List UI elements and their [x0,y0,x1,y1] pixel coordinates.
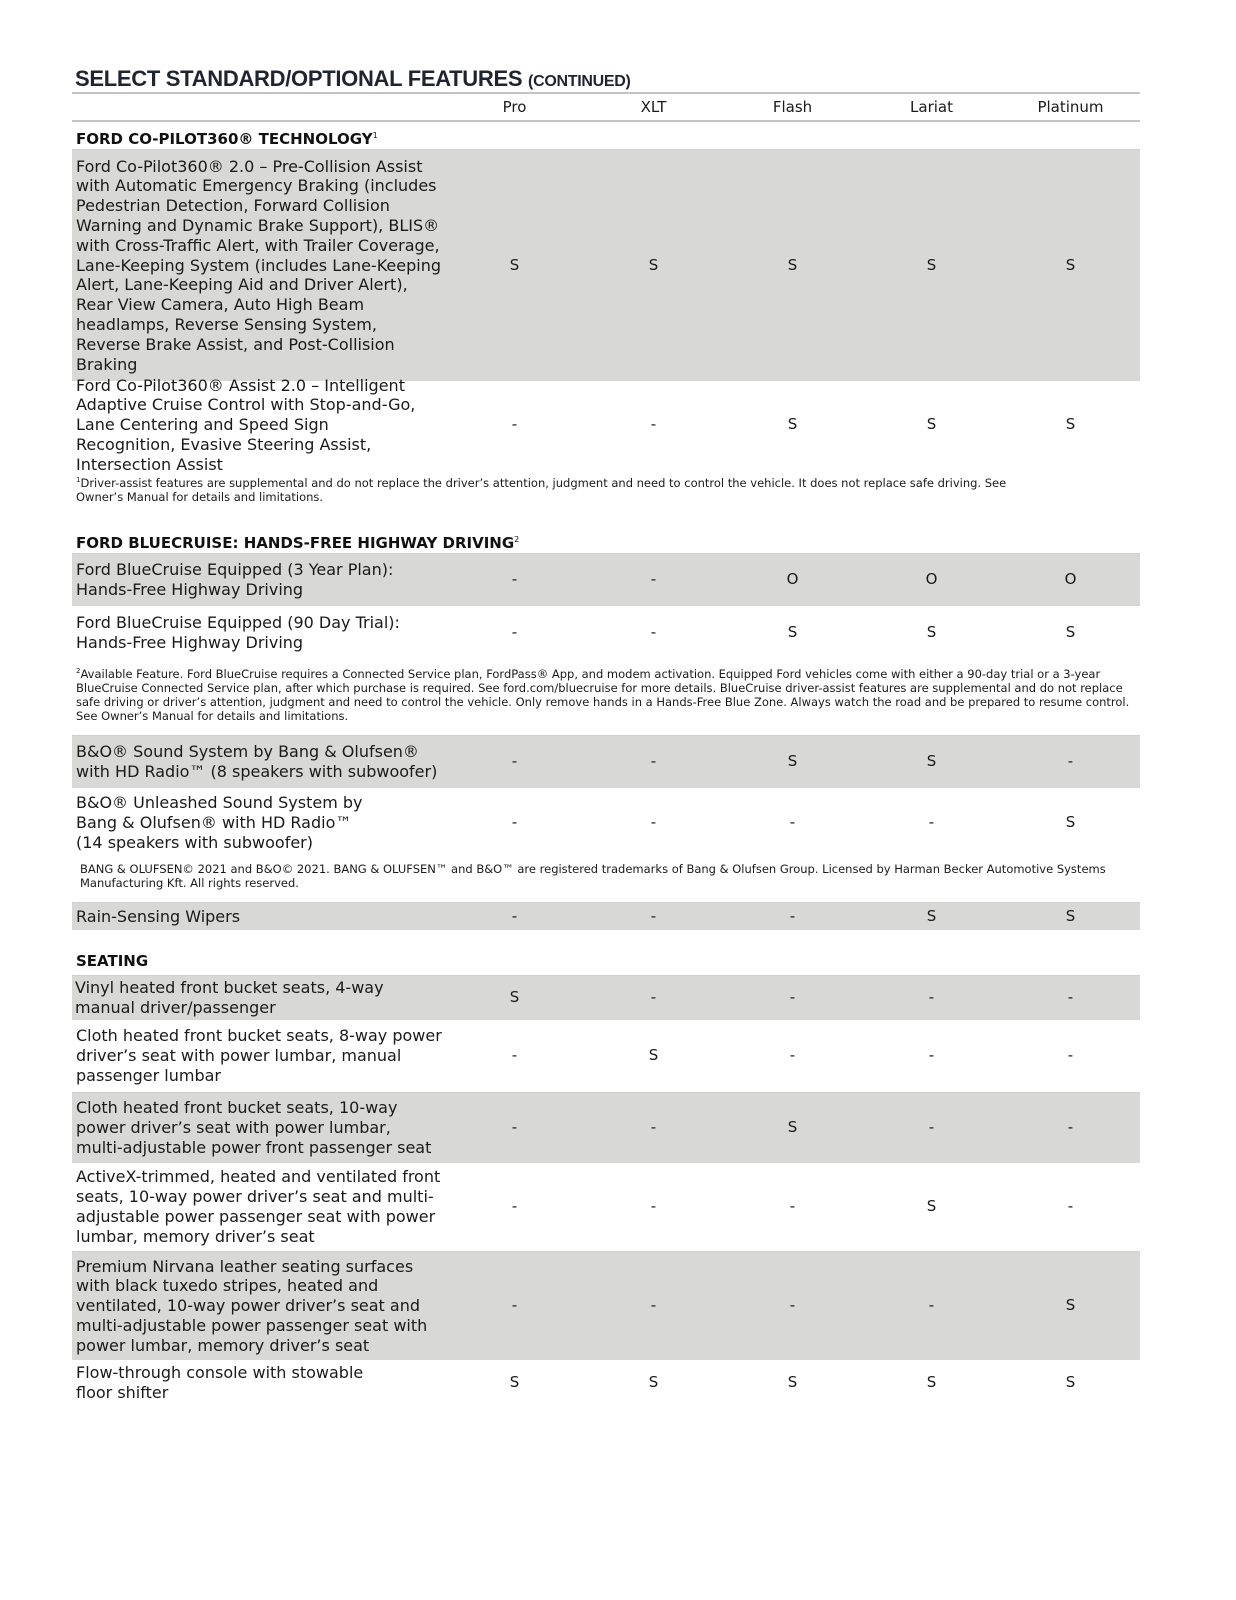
value-pro: S [509,255,520,274]
column-header-platinum: Platinum [1037,98,1104,116]
feature-text: Ford BlueCruise Equipped (90 Day Trial): Hands-Free Highway Driving [76,613,400,652]
feature-text: Vinyl heated front bucket seats, 4-way manual driver/passenger [75,978,384,1017]
value-lariat: O [925,570,938,589]
value-platinum: S [1065,813,1076,832]
column-header-flash: Flash [772,98,813,116]
table-row [72,553,1140,606]
feature-name [72,1359,445,1407]
feature-text: B&O® Sound System by Bang & Olufsen® with HD Radio™ (8 speakers with subwoofer) [76,742,438,781]
table-row [72,1360,1140,1406]
feature-text: Flow-through console with stowable floor shifter [76,1363,364,1402]
feature-text: Cloth heated front bucket seats, 10-way power driver’s seat with power lumbar, multi-adjustable power front passenger seat [76,1098,432,1157]
value-pro: - [511,813,518,832]
value-flash: - [789,1197,796,1216]
value-pro: - [511,1118,518,1137]
value-flash: S [787,415,798,434]
value-lariat: S [926,255,937,274]
value-flash: - [789,1296,796,1315]
value-xlt: - [650,1197,657,1216]
value-flash: S [787,1118,798,1137]
value-lariat: S [926,623,937,642]
table-row [72,902,1140,930]
footnote-text: Available Feature. Ford BlueCruise requires a Connected Service plan, FordPass® App, and modem activation. Equipped Ford vehicles come with either a 90-day trial or a 3-year BlueCruise Connected Service plan, after which purchase is required. See ford.com/bluecruise for more details. BlueCruise driver-assist features are supplemental and do not replace safe driving or driver’s attention, judgment and need to control the vehicle. Only remove hands in a Hands-Free Blue Zone. Always watch the road and be prepared to resume control. See Owner’s Manual for details and limitations. [76,667,1130,723]
value-xlt: - [650,415,657,434]
feature-name [72,372,445,479]
value-platinum: - [1067,988,1074,1007]
value-flash: O [786,570,799,589]
footnote-1 [72,469,1016,504]
section-heading-seating [72,948,1140,975]
value-pro: S [509,1373,520,1392]
page-title-continued: (CONTINUED) [528,73,631,90]
section-heading-text: SEATING [76,952,149,970]
page-title [72,66,1140,94]
value-pro: S [509,988,520,1007]
table-row [72,975,1140,1020]
value-flash: - [789,813,796,832]
value-lariat: - [928,1296,935,1315]
footnote-marker: 1 [76,476,81,484]
feature-page [72,66,1140,1406]
value-lariat: - [928,988,935,1007]
value-platinum: - [1067,1046,1074,1065]
value-platinum: - [1067,1197,1074,1216]
table-row [72,1251,1140,1360]
value-xlt: - [650,1296,657,1315]
value-flash: - [789,988,796,1007]
value-xlt: - [650,988,657,1007]
feature-name [72,1022,445,1089]
feature-name [72,556,445,604]
table-row [72,1092,1140,1163]
value-lariat: S [926,415,937,434]
value-xlt: S [648,1373,659,1392]
value-xlt: - [650,1118,657,1137]
feature-name [72,1163,445,1250]
value-platinum: - [1067,752,1074,771]
value-xlt: S [648,1046,659,1065]
value-lariat: - [928,1046,935,1065]
value-pro: - [511,1296,518,1315]
footnote-text: BANG & OLUFSEN© 2021 and B&O© 2021. BANG & OLUFSEN™ and B&O™ are registered trademarks of Bang & Olufsen Group. Licensed by Harman Becker Automotive Systems Manufacturing Kft. All rights reserved. [80,862,1106,890]
footnote-marker: 2 [76,667,81,675]
column-header-lariat: Lariat [910,98,953,116]
value-lariat: S [926,1197,937,1216]
value-flash: - [789,1046,796,1065]
column-header-pro: Pro [502,98,527,116]
value-platinum: S [1065,906,1076,925]
value-platinum: S [1065,255,1076,274]
value-platinum: O [1064,570,1077,589]
feature-text: ActiveX-trimmed, heated and ventilated front seats, 10-way power driver’s seat and multi-adjustable power passenger seat with power lumbar, memory driver’s seat [76,1167,441,1246]
value-pro: - [511,1197,518,1216]
footnote-marker: 2 [514,535,520,544]
value-xlt: - [650,570,657,589]
feature-text: Cloth heated front bucket seats, 8-way power driver’s seat with power lumbar, manual passenger lumbar [76,1026,442,1085]
feature-name [72,903,445,931]
table-row [72,375,1140,474]
feature-text: B&O® Unleashed Sound System by Bang & Olufsen® with HD Radio™ (14 speakers with subwoofer) [76,793,363,852]
value-pro: - [511,906,518,925]
table-row [72,788,1140,858]
value-platinum: S [1065,623,1076,642]
value-lariat: - [928,813,935,832]
feature-name [72,1094,445,1161]
feature-text: Ford Co-Pilot360® Assist 2.0 – Intelligent Adaptive Cruise Control with Stop-and-Go, Lane Centering and Speed Sign Recognition, Evasive Steering Assist, Intersection Assist [76,375,416,474]
value-lariat: S [926,752,937,771]
footnote-2 [72,660,1136,723]
table-row [72,606,1140,660]
value-flash: S [787,1373,798,1392]
table-row [72,149,1140,381]
table-header [72,94,1140,122]
column-header-xlt: XLT [640,98,667,116]
value-lariat: S [926,1373,937,1392]
feature-text: Ford BlueCruise Equipped (3 Year Plan): Hands-Free Highway Driving [76,560,394,599]
value-xlt: S [648,255,659,274]
feature-text: Ford Co-Pilot360® 2.0 – Pre-Collision Assist with Automatic Emergency Braking (includes Pedestrian Detection, Forward Collision Warning and Dynamic Brake Support), BLIS® with Cross-Traffic Alert, with Trailer Coverage, Lane-Keeping System (includes Lane-Keeping Alert, Lane-Keeping Aid and Driver Alert), Rear View Camera, Auto High Beam headlamps, Reverse Sensing System, Reverse Brake Assist, and Post-Collision Braking [76,156,441,374]
value-pro: - [511,570,518,589]
value-platinum: - [1067,1118,1074,1137]
value-platinum: S [1065,415,1076,434]
value-xlt: - [650,906,657,925]
value-pro: - [511,752,518,771]
feature-name [72,1253,445,1360]
table-row [72,1020,1140,1092]
value-pro: - [511,623,518,642]
value-platinum: S [1065,1373,1076,1392]
value-platinum: S [1065,1296,1076,1315]
value-pro: - [511,415,518,434]
table-row [72,1163,1140,1251]
value-lariat: - [928,1118,935,1137]
value-flash: S [787,623,798,642]
footnote-text: Driver-assist features are supplemental and do not replace the driver’s attention, judgment and need to control the vehicle. It does not replace safe driving. See Owner’s Manual for details and limitations. [76,476,1007,504]
feature-name [72,738,445,786]
feature-text: Rain-Sensing Wipers [76,906,241,926]
section-heading-bluecruise [72,526,1140,553]
value-lariat: S [926,906,937,925]
value-xlt: - [650,752,657,771]
value-flash: S [787,752,798,771]
section-heading-text: FORD CO-PILOT360® TECHNOLOGY [76,130,373,148]
section-heading-copilot360 [72,122,1140,149]
feature-name [72,974,445,1022]
footnote-marker: 1 [372,131,378,140]
value-xlt: - [650,813,657,832]
feature-name [72,609,445,657]
table-row [72,735,1140,788]
value-pro: - [511,1046,518,1065]
value-xlt: - [650,623,657,642]
feature-text: Premium Nirvana leather seating surfaces with black tuxedo stripes, heated and ventilated, 10-way power driver’s seat and multi-adjustable power passenger seat with power lumbar, memory driver’s seat [76,1256,428,1355]
value-flash: S [787,255,798,274]
section-heading-text: FORD BLUECRUISE: HANDS-FREE HIGHWAY DRIVING [76,534,515,552]
feature-name [72,789,445,856]
page-title-main: SELECT STANDARD/OPTIONAL FEATURES [75,66,523,91]
trademark-notice [72,858,1130,890]
value-flash: - [789,906,796,925]
feature-name [72,153,445,379]
